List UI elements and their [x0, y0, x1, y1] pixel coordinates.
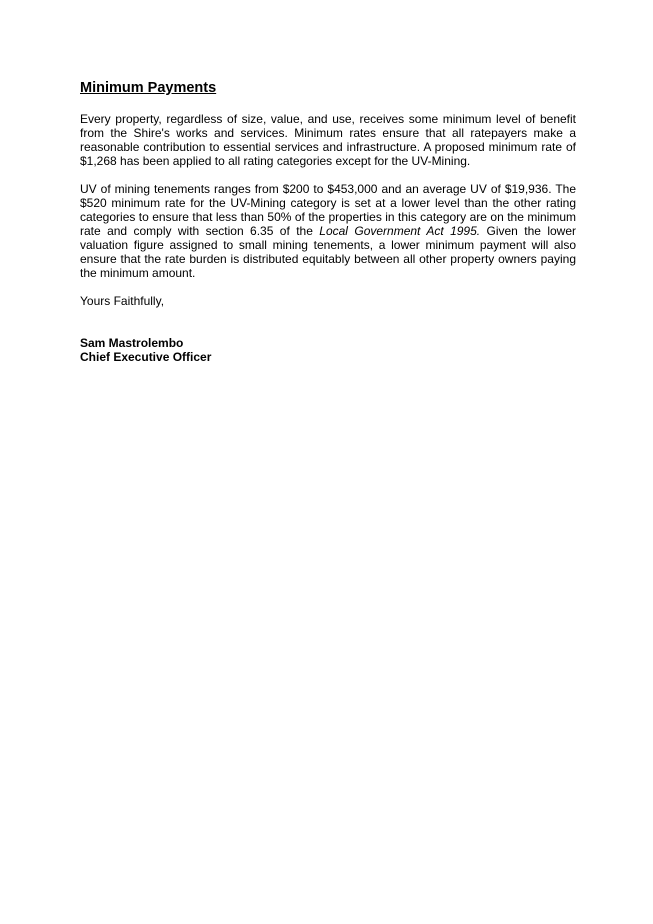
paragraph-uv-mining-text-after: Given the lower valuation figure assigned to small mining tenements, a lower minimum payment will also ensure that the rate burden is distributed equitably between all other property owners paying the minimum amount. [80, 224, 576, 280]
signatory-name: Sam Mastrolembo [80, 336, 184, 350]
paragraph-minimum-benefit: Every property, regardless of size, value, and use, receives some minimum level of benefit from the Shire's works and services. Minimum rates ensure that all ratepayers make a reasonable contribution to essential services and infrastructure. A proposed minimum rate of $1,268 has been applied to all rating categories except for the UV-Mining. [80, 112, 576, 168]
document-page [80, 78, 576, 364]
signatory-title: Chief Executive Officer [80, 350, 212, 364]
closing-salutation: Yours Faithfully, [80, 294, 165, 308]
paragraph-uv-mining [80, 182, 576, 280]
paragraph-uv-mining-text-before: UV of mining tenements ranges from $200 to $453,000 and an average UV of $19,936. The $520 minimum rate for the UV-Mining category is set at a lower level than the other rating categories to ensure that less than 50% of the properties in this category are on the minimum rate and comply with section 6.35 of the [80, 182, 576, 238]
section-heading: Minimum Payments [80, 80, 217, 96]
act-name: Local Government Act 1995. [319, 224, 481, 238]
